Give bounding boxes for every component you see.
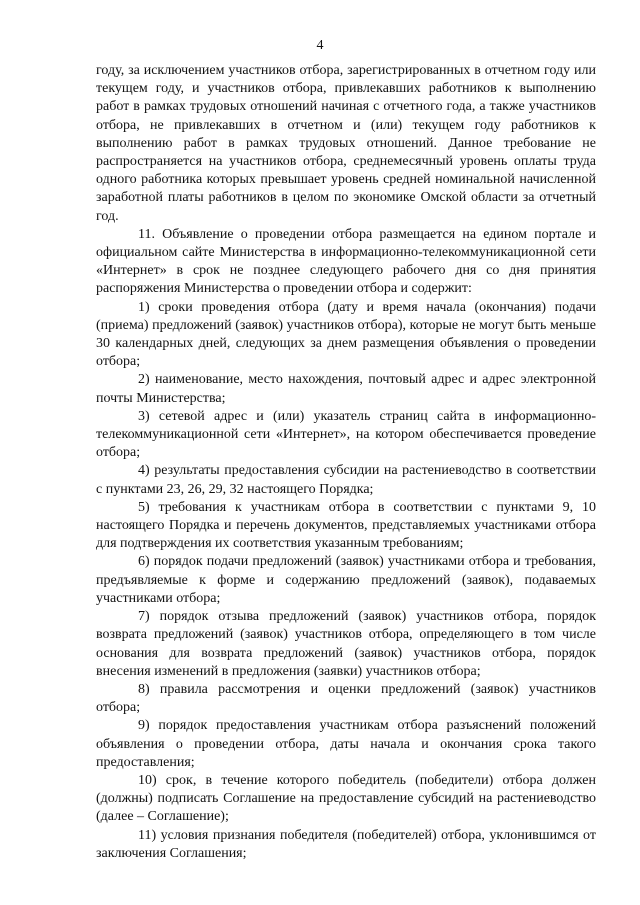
- paragraph-subitem-2: 2) наименование, место нахождения, почтовый адрес и адрес электронной почты Министерства;: [96, 372, 596, 406]
- paragraph-subitem-8: 8) правила рассмотрения и оценки предложений (заявок) участников отбора;: [96, 681, 596, 716]
- paragraph-subitem-6: 6) порядок подачи предложений (заявок) участниками отбора и требования, предъявляемые к форме и содержанию предложений (заявок), подаваемых участниками отбора;: [96, 554, 596, 606]
- paragraph-subitem-4: 4) результаты предоставления субсидии на растениеводство в соответствии с пунктами 23, 26, 29, 32 настоящего Порядка;: [96, 463, 596, 497]
- paragraph-subitem-5: 5) требования к участникам отбора в соответствии с пунктами 9, 10 настоящего Порядка и перечень документов, представляемых участниками отбора для подтверждения их соответствия указанным требованиям;: [96, 499, 596, 552]
- paragraph-subitem-11: 11) условия признания победителя (победителей) отбора, уклонившимся от заключения Соглашения;: [96, 827, 596, 861]
- paragraph-subitem-1: 1) сроки проведения отбора (дату и время начала (окончания) подачи (приема) предложений (заявок) участников отбора), которые не могут быть меньше 30 календарных дней, следующих за днем размещения объявления о проведении отбора;: [96, 299, 596, 370]
- paragraph-subitem-3: 3) сетевой адрес и (или) указатель страниц сайта в информационно-телекоммуникационной сети «Интернет», на котором обеспечивается проведение отбора;: [96, 408, 596, 461]
- paragraph-subitem-9: 9) порядок предоставления участникам отбора разъяснений положений объявления о проведении отбора, даты начала и окончания срока такого предоставления;: [96, 718, 596, 770]
- page-number: 4: [316, 38, 324, 53]
- paragraph-item-11: 11. Объявление о проведении отбора размещается на едином портале и официальном сайте Министерства в информационно-телекоммуникационной сети «Интернет» в срок не позднее следующего рабочего дня со дня принятия распоряжения Министерства о проведении отбора и содержит:: [96, 226, 596, 297]
- document-body: [96, 62, 596, 863]
- paragraph-subitem-7: 7) порядок отзыва предложений (заявок) участников отбора, порядок возврата предложений (заявок) участников отбора, определяющего в том числе основания для возврата предложений (заявок) участников отбора, порядок внесения изменений в предложения (заявки) участников отбора;: [96, 609, 596, 679]
- paragraph-continuation: году, за исключением участников отбора, зарегистрированных в отчетном году или текущем году, и участников отбора, привлекавших работников к выполнению работ в рамках трудовых отношений начиная с отчетного года, а также участников отбора, не привлекавших в отчетном и (или) текущем году работников к выполнению работ в рамках трудовых отношений. Данное требование не распространяется на участников отбора, среднемесячный уровень оплаты труда одного работника которых превышает уровень средней номинальной начисленной заработной платы работников в целом по экономике Омской области за отчетный год.: [96, 63, 596, 224]
- paragraph-subitem-10: 10) срок, в течение которого победитель (победители) отбора должен (должны) подписать Соглашение на предоставление субсидий на растениеводство (далее – Соглашение);: [96, 772, 596, 825]
